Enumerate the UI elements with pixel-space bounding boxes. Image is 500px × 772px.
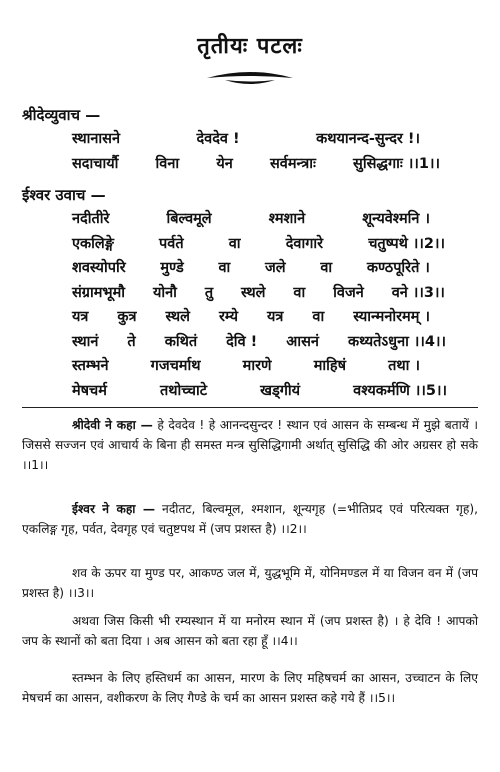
verse-word: कुत्र xyxy=(117,309,137,325)
verse-line xyxy=(72,355,420,375)
verse-word: स्थले xyxy=(241,284,266,301)
verse-word: माहिषं xyxy=(313,358,346,374)
translation-text: नदीतट, बिल्वमूल, श्मशान, शून्यगृह (=भीतिप्रद एवं परित्यक्त गृह), एकलिङ्ग गृह, पर्वत, देवगृह एवं चतुष्टपथ में (जप प्रशस्त है) ।।2।। xyxy=(22,502,478,536)
verse-word: वश्यकर्मणि ।।5।। xyxy=(353,382,447,399)
verse-word: मेषचर्म xyxy=(72,382,107,399)
verse-word: कथ्यतेऽधुना ।।4।। xyxy=(347,333,446,350)
verse-word: वा xyxy=(218,260,231,276)
verse-word: मारणे xyxy=(242,358,272,374)
translation-paragraph xyxy=(22,668,478,708)
translation-text: शव के ऊपर या मुण्ड पर, आकण्ठ जल में, युद्धभूमि में, योनिमण्डल में या विजन वन में (जप प्रशस्त है) ।।3।। xyxy=(22,566,478,600)
verse-word: श्मशाने xyxy=(268,211,306,227)
verse-word: योनौ xyxy=(152,284,177,301)
verse-word: वने ।।3।। xyxy=(391,284,445,301)
verse-line xyxy=(72,233,445,253)
verse-word: तथोच्चाटे xyxy=(160,382,208,399)
speaker-devi: श्रीदेव्युवाच — xyxy=(22,106,101,124)
verse-word: आसनं xyxy=(286,333,319,350)
verse-word: मुण्डे xyxy=(160,260,184,276)
verse-word: पर्वते xyxy=(159,235,184,252)
translation-text: स्तम्भन के लिए हस्तिधर्म का आसन, मारण के लिए महिषचर्म का आसन, उच्चाटन के लिए मेषचर्म का आसन, वशीकरण के लिए गैण्डे के चर्म का आसन प्रशस्त कहे गये हैं ।।5।। xyxy=(22,671,478,705)
verse-word: एकलिङ्गे xyxy=(72,235,114,252)
verse-word: तु xyxy=(204,284,214,301)
verse-word: वा xyxy=(228,235,241,252)
verse-line xyxy=(72,208,430,228)
verse-line xyxy=(72,153,440,173)
speaker-ishvara: ईश्वर उवाच — xyxy=(22,186,106,204)
verse-word: विना xyxy=(155,155,180,172)
verse-line xyxy=(72,306,430,326)
translation-speaker: श्रीदेवी ने कहा — xyxy=(72,418,153,432)
verse-word: रम्ये xyxy=(218,309,239,325)
translation-text: अथवा जिस किसी भी रम्यस्थान में या मनोरम स्थान में (जप प्रशस्त है) । हे देवि ! आपको जप के स्थानों को बता दिया । अब आसन को बता रहा हूँ ।।4।। xyxy=(22,614,478,648)
verse-line xyxy=(72,128,420,148)
ornament-divider-icon xyxy=(205,68,295,88)
verse-word: कण्ठपूरिते । xyxy=(366,260,430,276)
verse-word: वा xyxy=(312,309,325,325)
verse-word: देवि ! xyxy=(226,333,258,350)
verse-word: संग्रामभूमौ xyxy=(72,284,126,301)
translation-paragraph xyxy=(22,611,478,651)
verse-word: यत्र xyxy=(72,309,89,325)
verse-word: येन xyxy=(216,155,233,172)
verse-word: स्थले xyxy=(165,309,190,325)
verse-word: बिल्वमूले xyxy=(166,211,212,227)
verse-word: स्थानासने xyxy=(72,131,121,147)
verse-line xyxy=(72,257,430,277)
verse-word: सदाचार्यौ xyxy=(72,155,119,172)
verse-line xyxy=(72,380,447,400)
verse-word: ते xyxy=(127,333,136,350)
translation-text: हे देवदेव ! हे आनन्दसुन्दर ! स्थान एवं आसन के सम्बन्ध में मुझे बतायें । जिससे सज्जन एवं आचार्य के बिना ही समस्त मन्त्र सुसिद्धिगामी अर्थात् सुसिद्धि की ओर अग्रसर हो सके ।।1।। xyxy=(22,418,478,472)
verse-word: खड्गीयं xyxy=(260,382,301,399)
verse-word: वा xyxy=(293,284,306,301)
verse-word: स्थानं xyxy=(72,333,99,350)
section-divider xyxy=(22,407,478,408)
verse-word: देवागारे xyxy=(285,235,324,252)
verse-word: कथयानन्द-सुन्दर !। xyxy=(316,131,420,147)
verse-word: शवस्योपरि xyxy=(72,260,126,276)
chapter-title: तृतीयः पटलः xyxy=(197,34,303,59)
verse-word: कथितं xyxy=(164,333,198,350)
verse-word: तथा । xyxy=(388,358,420,374)
verse-word: विजने xyxy=(333,284,364,301)
verse-line xyxy=(72,331,446,351)
verse-word: देवदेव ! xyxy=(196,131,240,147)
verse-word: वा xyxy=(320,260,333,276)
verse-word: सुसिद्धगाः ।।1।। xyxy=(353,155,440,172)
translation-paragraph xyxy=(22,499,478,539)
verse-word: यत्र xyxy=(267,309,284,325)
verse-word: गजचर्माथ xyxy=(150,358,201,374)
verse-word: स्यान्मनोरमम् । xyxy=(353,309,430,325)
verse-word: सर्वमन्त्राः xyxy=(269,155,316,172)
verse-word: चतुष्पथे ।।2।। xyxy=(368,235,445,252)
verse-line xyxy=(72,282,445,302)
verse-word: स्तम्भने xyxy=(72,358,109,374)
translation-speaker: ईश्वर ने कहा — xyxy=(72,502,156,516)
verse-word: शून्यवेश्मनि । xyxy=(362,211,430,227)
verse-word: नदीतीरे xyxy=(72,211,110,227)
translation-paragraph xyxy=(22,563,478,603)
verse-word: जले xyxy=(265,260,286,276)
translation-paragraph xyxy=(22,415,478,475)
